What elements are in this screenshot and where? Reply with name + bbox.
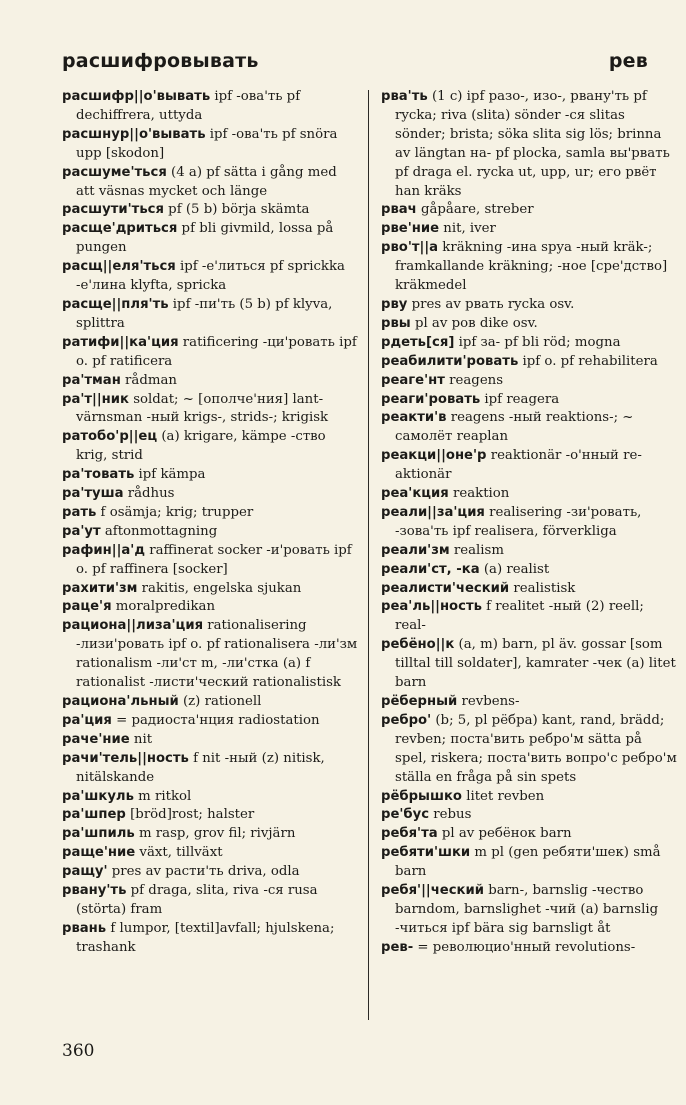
- entry-headword: реали||за'ция: [381, 504, 485, 520]
- entry-definition: pf (5 b) börja skämta: [163, 202, 310, 218]
- dictionary-entry: [381, 391, 677, 410]
- entry-definition: reaktionär -о'нный reaktionär: [395, 448, 642, 483]
- entry-headword: расшифр||о'вывать: [62, 89, 211, 104]
- dictionary-entry: [381, 220, 677, 239]
- entry-definition: m rasp, grov fil; rivjärn: [134, 826, 296, 842]
- entry-headword: рёбрышко: [381, 788, 462, 804]
- entry-definition: reaktion: [448, 486, 510, 502]
- entry-definition: m ritkol: [133, 788, 192, 804]
- entry-headword: реабилити'ровать: [381, 353, 519, 369]
- entry-headword: ра'товать: [62, 467, 135, 483]
- dictionary-entry: [62, 750, 358, 788]
- column-divider: [368, 90, 369, 1020]
- entry-headword: реали'ст, -ка: [381, 561, 480, 577]
- entry-definition: ipf o. pf rehabilitera: [518, 353, 658, 369]
- entry-headword: ребёно||к: [381, 637, 455, 653]
- entry-headword: ребро': [381, 712, 432, 728]
- entry-headword: расшуме'ться: [62, 164, 167, 180]
- entry-definition: realisering -зи'ровать, -зова'ть ipf realisera, förverkliga: [395, 504, 642, 539]
- entry-definition: (a) realist: [479, 561, 550, 577]
- entry-definition: reagens: [444, 372, 504, 388]
- dictionary-entry: [62, 296, 358, 334]
- entry-headword: реа'ль||ность: [381, 599, 482, 615]
- dictionary-entry: [381, 239, 677, 296]
- dictionary-entry: [381, 353, 677, 372]
- entry-definition: pres av расти'ть driva, odla: [107, 864, 300, 880]
- dictionary-entry: [62, 806, 358, 825]
- dictionary-entry: [62, 863, 358, 882]
- dictionary-entry: [381, 409, 677, 447]
- entry-definition: [bröd]rost; halster: [125, 807, 255, 823]
- entry-definition: kräkning -ина spya -ный kräk-; framkallande kräkning; -ное [сре'дство] kräkmedel: [395, 240, 668, 294]
- entry-definition: rationalisering -лизи'ровать ipf o. pf rationalisera -ли'зм rationalism -ли'ст m, -ли'стка (a) f rationalist -листи'ческий rationalistisk: [76, 618, 358, 691]
- dictionary-entry: [381, 372, 677, 391]
- entry-definition: = революцио'нный revolutions-: [413, 939, 636, 955]
- entry-headword: рва'ть: [381, 89, 428, 104]
- dictionary-entry: [62, 617, 358, 693]
- entry-definition: f lumpor, [textil]avfall; hjulskena; trashank: [76, 920, 335, 955]
- dictionary-entry: [62, 88, 358, 126]
- entry-definition: f nit -ный (z) nitisk, nitälskande: [76, 750, 325, 785]
- dictionary-entry: [62, 882, 358, 920]
- page-number: 360: [62, 1041, 95, 1061]
- entry-headword: рдеть[ся]: [381, 334, 455, 350]
- entry-headword: рвы: [381, 315, 411, 331]
- entry-headword: рвану'ть: [62, 883, 127, 899]
- entry-headword: рве'ние: [381, 221, 440, 237]
- entry-headword: ре'бус: [381, 807, 430, 823]
- dictionary-entry: [62, 523, 358, 542]
- entry-headword: расшнур||о'вывать: [62, 126, 206, 142]
- entry-definition: f osämja; krig; trupper: [96, 504, 254, 520]
- dictionary-entry: [381, 806, 677, 825]
- entry-headword: рациона||лиза'ция: [62, 618, 204, 634]
- entry-headword: ребя'||ческий: [381, 883, 484, 899]
- entry-headword: раче'ние: [62, 731, 130, 747]
- entry-headword: реаге'нт: [381, 372, 445, 388]
- entry-headword: реали'зм: [381, 542, 450, 558]
- entry-headword: расшути'ться: [62, 202, 164, 218]
- right-column: [381, 88, 677, 958]
- entry-headword: рафин||а'д: [62, 542, 145, 558]
- dictionary-entry: [381, 88, 677, 201]
- entry-definition: ipf kämpa: [134, 467, 206, 483]
- entry-definition: rådman: [120, 372, 177, 388]
- entry-definition: = радиоста'нция radiostation: [111, 712, 320, 728]
- dictionary-entry: [381, 882, 677, 939]
- dictionary-entry: [381, 542, 677, 561]
- running-head: [62, 50, 648, 72]
- dictionary-entry: [62, 258, 358, 296]
- entry-headword: ратобо'р||ец: [62, 429, 158, 445]
- dictionary-entry: [381, 693, 677, 712]
- entry-definition: (1 c) ipf разо-, изо-, рвану'ть pf rycka; riva (slita) sönder -ся slitas sönder; brista; söka slita sig lös; brinna av längtan на- pf plocka, samla вы'рвать pf draga el. rycka ut, upp, ur; его рвёт han kräks: [395, 89, 670, 199]
- dictionary-entry: [62, 542, 358, 580]
- entry-definition: (a, m) barn, pl äv. gossar [som tilltal till soldater], kamrater -чек (a) litet barn: [395, 637, 676, 691]
- running-head-last-word: рев: [608, 50, 648, 72]
- dictionary-entry: [381, 447, 677, 485]
- entry-headword: ребя'та: [381, 826, 438, 842]
- entry-headword: ра'ут: [62, 523, 101, 539]
- entry-definition: nit: [129, 731, 153, 747]
- dictionary-entry: [381, 504, 677, 542]
- entry-headword: расщ||еля'ться: [62, 259, 176, 275]
- entry-definition: ipf -е'литься pf sprickka -е'лина klyfta, spricka: [76, 259, 345, 294]
- entry-definition: litet revben: [461, 788, 545, 804]
- dictionary-entry: [381, 580, 677, 599]
- entry-definition: (a) krigare, kämpe -ство krig, strid: [76, 429, 326, 464]
- entry-headword: рвань: [62, 920, 107, 936]
- dictionary-entry: [381, 561, 677, 580]
- entry-headword: рать: [62, 504, 97, 520]
- entry-definition: moralpredikan: [111, 599, 216, 615]
- entry-definition: ipf -пи'ть (5 b) pf klyva, splittra: [76, 296, 333, 331]
- dictionary-entry: [62, 825, 358, 844]
- entry-headword: расще||пля'ть: [62, 296, 169, 312]
- entry-headword: ра'тман: [62, 372, 121, 388]
- entry-headword: ра'шпиль: [62, 826, 135, 842]
- entry-definition: raffinerat socker -и'ровать ipf o. pf raffinera [socker]: [76, 542, 352, 577]
- entry-definition: barn-, barnslig -чество barndom, barnslighet -чий (a) barnslig -читься ipf bära sig barnsligt åt: [395, 883, 659, 936]
- dictionary-entry: [62, 598, 358, 617]
- entry-headword: рев-: [381, 939, 414, 955]
- entry-definition: ipf reagera: [480, 391, 560, 407]
- dictionary-entry: [381, 712, 677, 788]
- dictionary-entry: [381, 598, 677, 636]
- dictionary-entry: [381, 315, 677, 334]
- entry-headword: рву: [381, 296, 408, 312]
- entry-definition: rådhus: [123, 486, 175, 502]
- entry-definition: pf draga, slita, riva -ся rusa (störta) fram: [76, 883, 318, 917]
- entry-definition: m pl (gen ребяти'шек) små barn: [395, 845, 661, 880]
- entry-headword: рво'т||а: [381, 240, 439, 256]
- entry-headword: реалисти'ческий: [381, 580, 510, 596]
- dictionary-entry: [62, 788, 358, 807]
- entry-definition: ratificering -ци'ровать ipf o. pf ratificera: [76, 334, 357, 369]
- dictionary-entry: [381, 788, 677, 807]
- entry-headword: ра'туша: [62, 486, 124, 502]
- entry-headword: ра'ция: [62, 712, 112, 728]
- entry-definition: ipf -ова'ть pf snöra upp [skodon]: [76, 126, 338, 161]
- entry-definition: realism: [449, 542, 504, 558]
- entry-headword: ращу': [62, 864, 108, 880]
- entry-headword: раще'ние: [62, 845, 136, 861]
- dictionary-entry: [62, 920, 358, 958]
- dictionary-entry: [62, 731, 358, 750]
- dictionary-entry: [381, 825, 677, 844]
- entry-headword: рахити'зм: [62, 580, 138, 596]
- dictionary-entry: [62, 844, 358, 863]
- dictionary-entry: [381, 201, 677, 220]
- dictionary-entry: [62, 712, 358, 731]
- entry-definition: gåpåare, streber: [416, 202, 534, 218]
- dictionary-entry: [381, 939, 677, 958]
- dictionary-entry: [62, 126, 358, 164]
- dictionary-entry: [62, 428, 358, 466]
- dictionary-entry: [62, 504, 358, 523]
- entry-definition: pf bli givmild, lossa på pungen: [76, 221, 334, 256]
- entry-definition: (b; 5, pl рёбра) kant, rand, brädd; revben; поста'вить ребро'м sätta på spel, riskera; поста'вить вопро'с ребро'м ställa en fråga på sin spets: [395, 712, 677, 785]
- entry-headword: ратифи||ка'ция: [62, 334, 179, 350]
- entry-headword: реакти'в: [381, 410, 447, 426]
- entry-headword: рёберный: [381, 694, 458, 709]
- entry-definition: reagens -ный reaktions-; ~ самолёт reaplan: [395, 410, 634, 445]
- entry-headword: ра'т||ник: [62, 391, 129, 407]
- dictionary-entry: [62, 334, 358, 372]
- dictionary-entry: [381, 334, 677, 353]
- entry-headword: ра'шпер: [62, 807, 126, 823]
- dictionary-entry: [62, 466, 358, 485]
- entry-definition: ipf за- pf bli röd; mogna: [454, 334, 621, 350]
- dictionary-entry: [62, 164, 358, 202]
- entry-definition: växt, tillväxt: [135, 845, 223, 861]
- dictionary-entry: [62, 693, 358, 712]
- entry-definition: realistisk: [509, 580, 576, 596]
- dictionary-entry: [62, 391, 358, 429]
- dictionary-entry: [62, 580, 358, 599]
- entry-definition: f realitet -ный (2) reell; real-: [395, 599, 644, 634]
- entry-headword: реакци||оне'р: [381, 448, 487, 464]
- entry-definition: revbens-: [457, 694, 520, 709]
- dictionary-entry: [381, 485, 677, 504]
- entry-definition: rebus: [429, 807, 472, 823]
- dictionary-entry: [381, 844, 677, 882]
- entry-headword: ра'шкуль: [62, 788, 134, 804]
- entry-definition: pl av ров dike osv.: [410, 315, 538, 331]
- entry-definition: pres av рвать rycka osv.: [407, 296, 575, 312]
- entry-definition: (z) rationell: [178, 694, 262, 709]
- dictionary-entry: [381, 296, 677, 315]
- dictionary-entry: [62, 485, 358, 504]
- entry-headword: расще'дриться: [62, 221, 178, 237]
- entry-definition: nit, iver: [439, 221, 496, 237]
- entry-headword: рачи'тель||ность: [62, 750, 189, 766]
- entry-headword: рациона'льный: [62, 694, 179, 709]
- entry-headword: раце'я: [62, 599, 112, 615]
- entry-definition: rakitis, engelska sjukan: [137, 580, 302, 596]
- dictionary-entry: [381, 636, 677, 693]
- entry-definition: ipf -ова'ть pf dechiffrera, uttyda: [76, 89, 301, 123]
- entry-headword: рвач: [381, 202, 417, 218]
- dictionary-entry: [62, 201, 358, 220]
- entry-definition: aftonmottagning: [100, 523, 218, 539]
- entry-definition: pl av ребёнок barn: [437, 826, 572, 842]
- entry-definition: (4 a) pf sätta i gång med att väsnas mycket och länge: [76, 164, 337, 199]
- entry-headword: реаги'ровать: [381, 391, 481, 407]
- entry-headword: реа'кция: [381, 486, 449, 502]
- left-column: [62, 88, 358, 958]
- entry-headword: ребяти'шки: [381, 845, 471, 861]
- dictionary-entry: [62, 220, 358, 258]
- running-head-first-word: расшифровывать: [62, 50, 259, 72]
- dictionary-entry: [62, 372, 358, 391]
- entry-definition: soldat; ~ [ополче'ния] lantvärnsman -ный krigs-, strids-; krigisk: [76, 391, 329, 426]
